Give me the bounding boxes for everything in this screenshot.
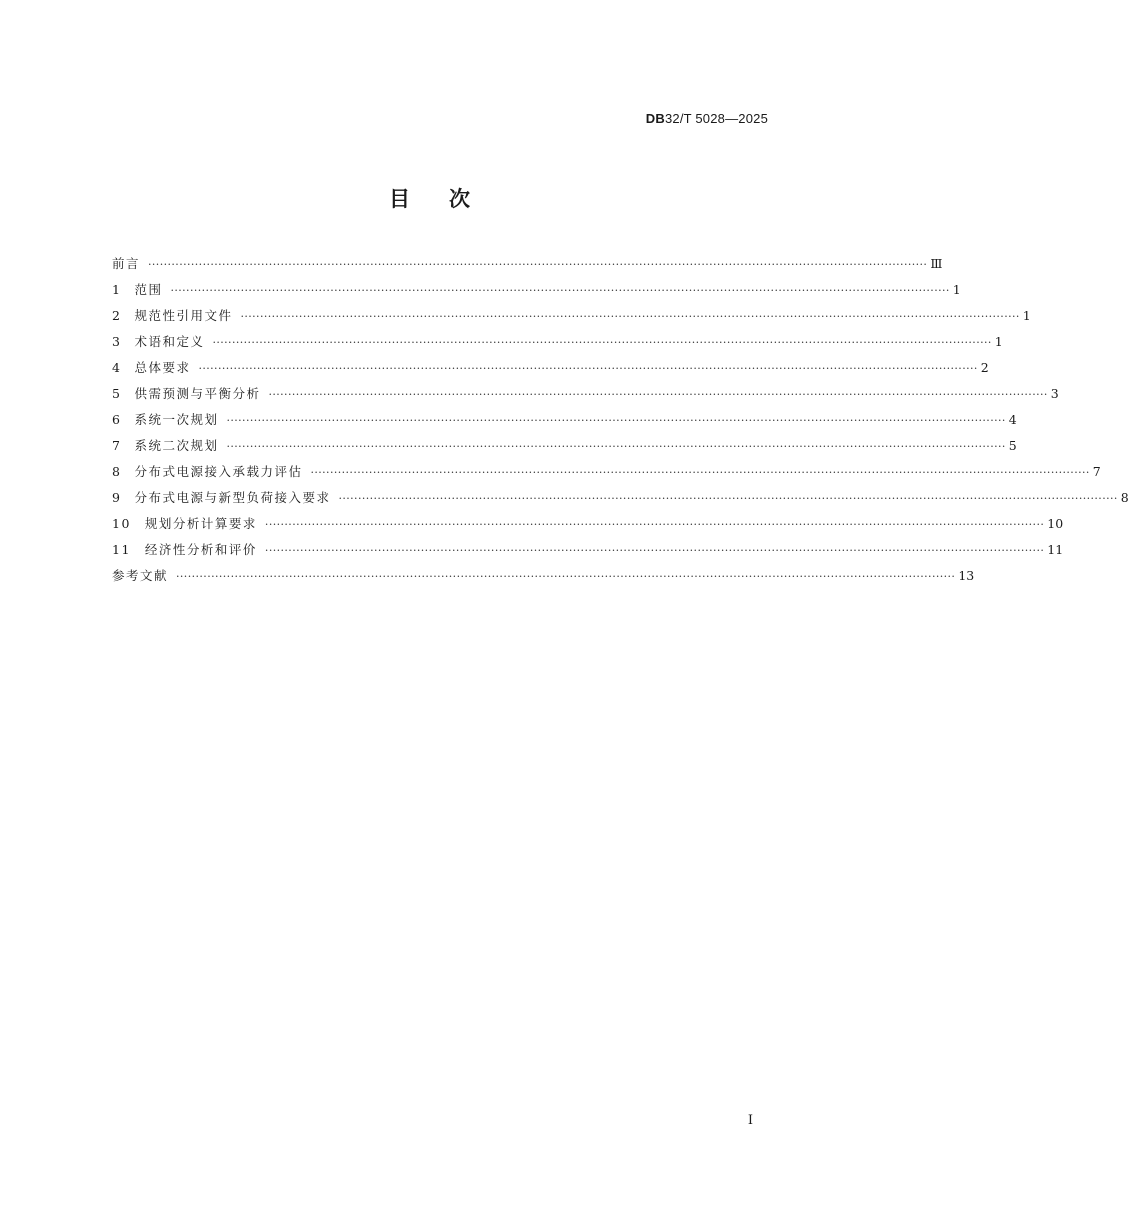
standard-code-number: 32/T 5028—2025	[664, 111, 768, 126]
toc-entry-page: 5	[1008, 438, 1017, 453]
toc-entry-label	[112, 462, 302, 482]
toc-entry-title: 经济性分析和评价	[144, 542, 257, 557]
toc-entry-number: 1	[112, 282, 122, 297]
toc-entry-number: 8	[112, 464, 122, 479]
toc-leader-dots: ········································································································································································································	[226, 440, 1006, 453]
toc-entry-number: 11	[112, 542, 131, 557]
toc-entry-page: 1	[994, 334, 1003, 349]
toc-entry-label	[112, 410, 218, 430]
toc-entry[interactable]	[112, 358, 989, 384]
toc-leader-dots: ········································································································································································································	[264, 518, 1045, 531]
standard-code-prefix: DB	[645, 111, 665, 126]
toc-entry-page: 8	[1120, 490, 1129, 505]
toc-entry-title: 参考文献	[112, 568, 169, 583]
toc-leader-dots: ········································································································································································································	[170, 284, 950, 297]
table-of-contents	[112, 254, 1129, 592]
title-part-2: 次	[449, 187, 471, 211]
toc-leader-dots: ········································································································································································································	[148, 258, 928, 271]
toc-entry[interactable]	[112, 566, 975, 592]
toc-entry-page: 1	[1022, 308, 1031, 323]
toc-entry-title: 前言	[112, 256, 141, 271]
toc-entry-label	[112, 540, 257, 560]
toc-entry-label	[112, 488, 330, 508]
standard-code	[646, 111, 768, 126]
toc-entry[interactable]	[112, 462, 1101, 488]
toc-entry-title: 术语和定义	[134, 334, 205, 349]
title-part-1: 目	[389, 187, 411, 211]
toc-leader-dots: ········································································································································································································	[268, 388, 1048, 401]
toc-leader-dots: ········································································································································································································	[198, 362, 978, 375]
toc-entry-label	[112, 514, 257, 534]
toc-entry-number: 6	[112, 412, 122, 427]
toc-entry-number: 4	[112, 360, 122, 375]
toc-entry-page: Ⅲ	[930, 256, 943, 271]
toc-entry-number: 2	[112, 308, 122, 323]
toc-entry-page: 2	[980, 360, 989, 375]
toc-entry-number: 7	[112, 438, 122, 453]
toc-entry-title: 系统二次规划	[134, 438, 219, 453]
toc-entry-number: 9	[112, 490, 122, 505]
toc-entry-title: 规范性引用文件	[134, 308, 233, 323]
toc-entry-label	[112, 358, 190, 378]
toc-entry-number: 5	[112, 386, 122, 401]
toc-entry[interactable]	[112, 254, 943, 280]
toc-leader-dots: ········································································································································································································	[240, 310, 1020, 323]
toc-entry-title: 分布式电源与新型负荷接入要求	[134, 490, 331, 505]
toc-entry[interactable]	[112, 332, 1003, 358]
toc-entry-label	[112, 566, 168, 586]
toc-entry-label	[112, 254, 140, 274]
toc-entry-label	[112, 436, 218, 456]
toc-entry-title: 供需预测与平衡分析	[134, 386, 261, 401]
toc-leader-dots: ········································································································································································································	[176, 570, 956, 583]
page-title	[0, 183, 860, 213]
page-number: I	[747, 1113, 753, 1128]
toc-entry[interactable]	[112, 540, 1064, 566]
toc-entry-title: 系统一次规划	[134, 412, 219, 427]
toc-entry[interactable]	[112, 514, 1064, 540]
toc-entry-label	[112, 384, 260, 404]
toc-entry[interactable]	[112, 280, 961, 306]
toc-entry-number: 3	[112, 334, 122, 349]
toc-entry[interactable]	[112, 410, 1017, 436]
toc-entry-title: 总体要求	[134, 360, 191, 375]
toc-entry[interactable]	[112, 436, 1017, 462]
toc-entry-page: 11	[1047, 542, 1064, 557]
toc-entry-page: 4	[1008, 412, 1017, 427]
toc-entry-title: 范围	[134, 282, 163, 297]
toc-entry-label	[112, 280, 162, 300]
toc-leader-dots: ········································································································································································································	[338, 492, 1118, 505]
toc-entry-label	[112, 332, 204, 352]
toc-leader-dots: ········································································································································································································	[226, 414, 1006, 427]
toc-entry-page: 3	[1050, 386, 1059, 401]
toc-entry-label	[112, 306, 232, 326]
toc-leader-dots: ········································································································································································································	[310, 466, 1090, 479]
toc-entry[interactable]	[112, 488, 1129, 514]
toc-entry-page: 13	[958, 568, 975, 583]
toc-leader-dots: ········································································································································································································	[212, 336, 992, 349]
toc-entry-page: 10	[1047, 516, 1064, 531]
toc-entry-page: 1	[952, 282, 961, 297]
toc-entry-title: 规划分析计算要求	[144, 516, 257, 531]
toc-entry-page: 7	[1092, 464, 1101, 479]
toc-entry-title: 分布式电源接入承载力评估	[134, 464, 303, 479]
toc-entry[interactable]	[112, 384, 1059, 410]
toc-leader-dots: ········································································································································································································	[264, 544, 1045, 557]
toc-entry[interactable]	[112, 306, 1031, 332]
toc-entry-number: 10	[112, 516, 131, 531]
